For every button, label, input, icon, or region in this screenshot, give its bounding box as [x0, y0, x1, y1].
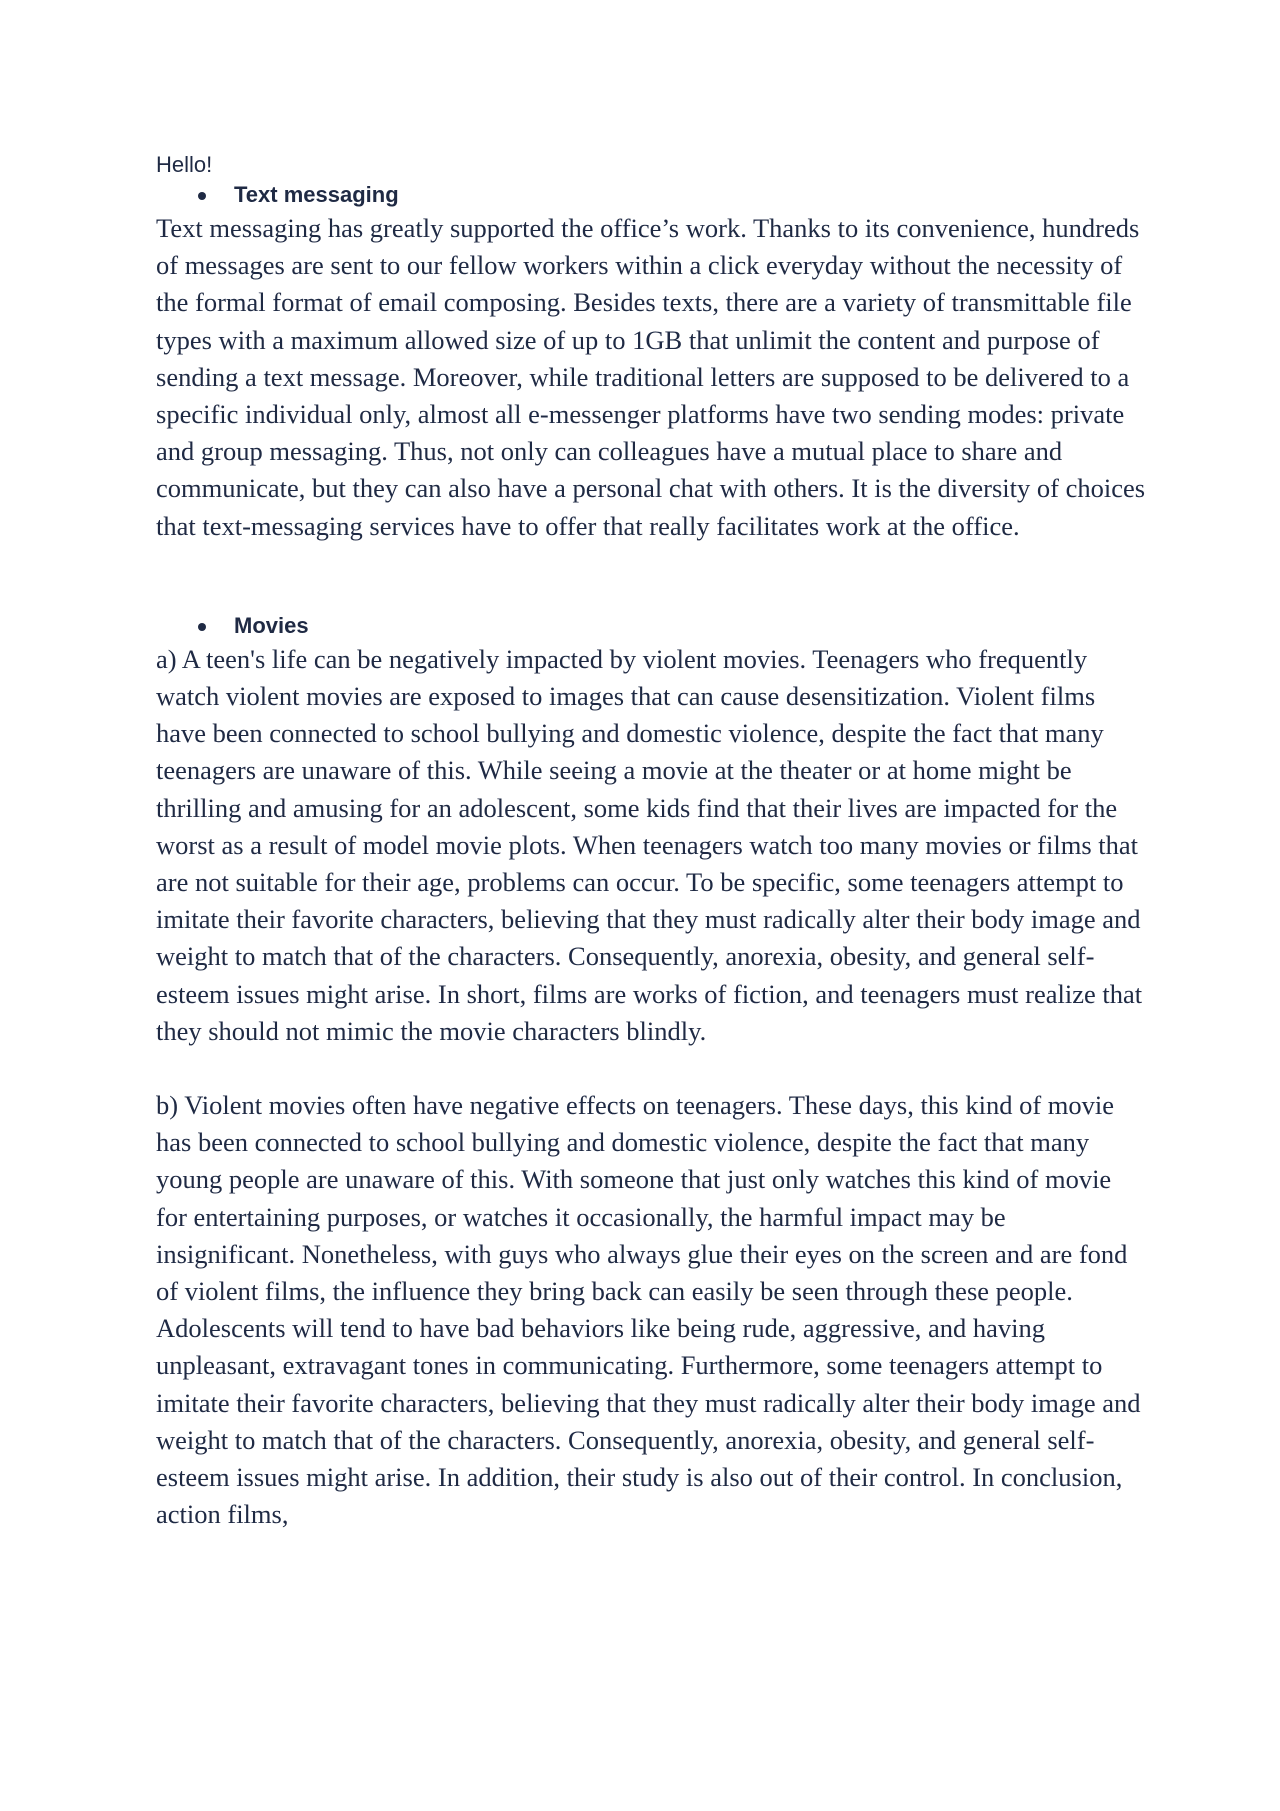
heading-label: Movies: [234, 612, 309, 638]
paragraph-movies-a: a) A teen's life can be negatively impacted by violent movies. Teenagers who frequently watch violent movies are exposed to images that can cause desensitization. Violent films have been connected to school bullying and domestic violence, despite the fact that many teenagers are unaware of this. While seeing a movie at the theater or at home might be thrilling and amusing for an adolescent, some kids find that their lives are impacted for the worst as a result of model movie plots. When teenagers watch too many movies or films that are not suitable for their age, problems can occur. To be specific, some teenagers attempt to imitate their favorite characters, believing that they must radically alter their body image and weight to match that of the characters. Consequently, anorexia, obesity, and general self-esteem issues might arise. In short, films are works of fiction, and teenagers must realize that they should not mimic the movie characters blindly.: [156, 643, 1143, 1046]
greeting-text: Hello!: [156, 152, 213, 177]
section-heading-movies: [156, 611, 1146, 641]
bullet-icon: [198, 192, 206, 200]
paragraph-movies-b: b) Violent movies often have negative effects on teenagers. These days, this kind of movie has been connected to school bullying and domestic violence, despite the fact that many young people are unaware of this. With someone that just only watches this kind of movie for entertaining purposes, or watches it occasionally, the harmful impact may be insignificant. Nonetheless, with guys who always glue their eyes on the screen and are fond of violent films, the influence they bring back can easily be seen through these people. Adolescents will tend to have bad behaviors like being rude, aggressive, and having unpleasant, extravagant tones in communicating. Furthermore, some teenagers attempt to imitate their favorite characters, believing that they must radically alter their body image and weight to match that of the characters. Consequently, anorexia, obesity, and general self-esteem issues might arise. In addition, their study is also out of their control. In conclusion, action films,: [156, 1090, 1141, 1530]
spacer: [156, 545, 1146, 611]
bullet-icon: [198, 623, 206, 631]
paragraph-text-messaging: Text messaging has greatly supported the office’s work. Thanks to its convenience, hundreds of messages are sent to our fellow workers within a click everyday without the necessity of the formal format of email composing. Besides texts, there are a variety of transmittable file types with a maximum allowed size of up to 1GB that unlimit the content and purpose of sending a text message. Moreover, while traditional letters are supposed to be delivered to a specific individual only, almost all e-messenger platforms have two sending modes: private and group messaging. Thus, not only can colleagues have a mutual place to share and communicate, but they can also have a personal chat with others. It is the diversity of choices that text-messaging services have to offer that really facilitates work at the office.: [156, 213, 1146, 541]
spacer: [156, 1050, 1146, 1087]
section-heading-text-messaging: [156, 180, 1146, 210]
document-page: [156, 150, 1146, 1534]
heading-label: Text messaging: [234, 182, 399, 207]
